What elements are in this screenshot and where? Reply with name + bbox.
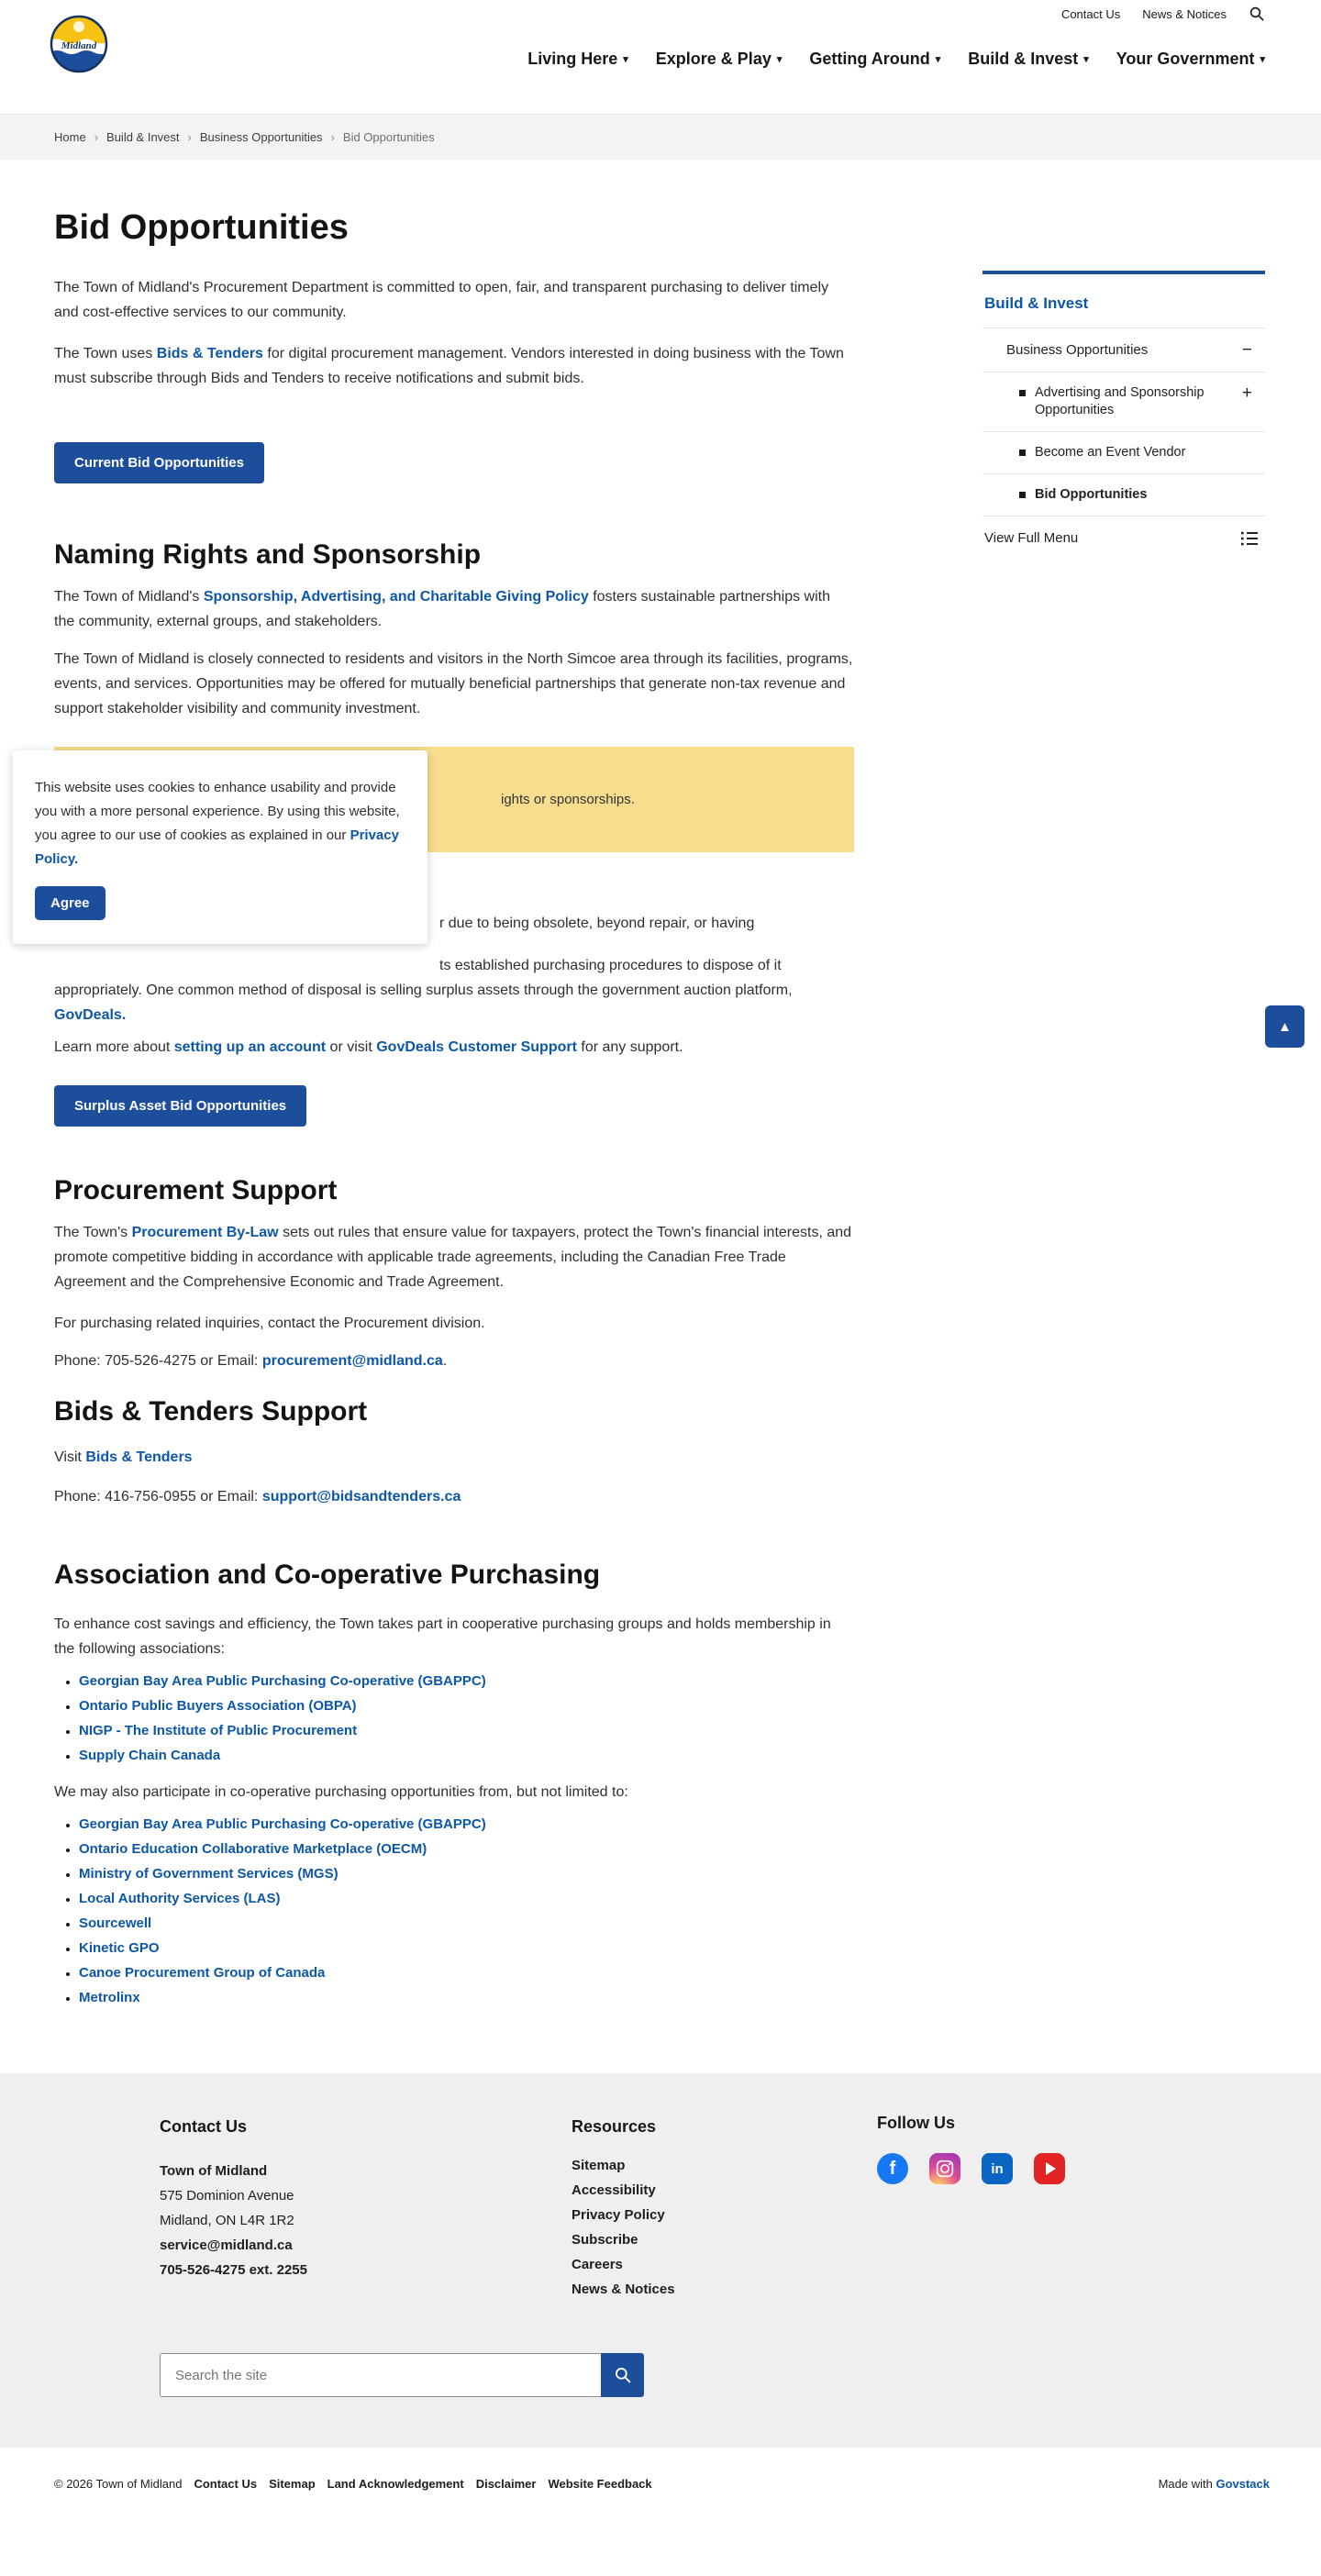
footer-address-line-1: 575 Dominion Avenue [160,2188,294,2204]
footer-link-news-notices[interactable]: News & Notices [572,2282,675,2297]
social-icons-row [877,2153,1065,2184]
metrolinx-link[interactable]: Metrolinx [79,1990,140,2005]
instagram-icon[interactable] [929,2153,960,2184]
association-list-2 [54,1815,854,2007]
site-header [0,0,1321,115]
bids-support-visit-line: Visit Bids & Tenders [54,1449,193,1465]
nav-explore-play[interactable]: Explore & Play ▾ [655,50,783,68]
sidebar-item-business-opportunities[interactable]: Business Opportunities − [982,328,1265,372]
cookie-consent-panel [13,750,427,944]
bids-tenders-link[interactable]: Bids & Tenders [156,346,263,361]
bids-tenders-support-heading: Bids & Tenders Support [54,1396,368,1427]
procurement-email-link[interactable]: procurement@midland.ca [261,1353,443,1369]
footer-address [160,2159,307,2282]
made-with-govstack: Made with Govstack [1158,2477,1270,2491]
main-content [54,160,854,2014]
bottom-link-disclaimer[interactable]: Disclaimer [475,2477,537,2491]
midland-logo-icon [50,15,108,73]
chevron-down-icon: ▾ [1083,54,1089,65]
list-item [79,1915,854,1933]
footer-org-name: Town of Midland [160,2163,268,2179]
association-list-1 [54,1672,854,1765]
nav-living-here[interactable]: Living Here ▾ [527,50,628,68]
square-bullet-icon [1019,492,1026,498]
menu-list-icon [1241,531,1258,546]
search-input[interactable] [160,2353,601,2397]
footer-address-line-2: Midland, ON L4R 1R2 [160,2213,294,2228]
search-icon[interactable] [1249,6,1265,22]
setting-up-account-link[interactable]: setting up an account [173,1039,327,1055]
surplus-learn-more: Learn more about setting up an account or visit GovDeals Customer Support for any support. [54,1039,683,1055]
list-item [79,1989,854,2007]
footer-link-subscribe[interactable]: Subscribe [572,2232,638,2248]
procurement-bylaw-link[interactable]: Procurement By-Law [131,1225,279,1240]
breadcrumb-separator: › [94,130,99,144]
list-item [79,1815,854,1834]
site-footer [0,2073,1321,2448]
list-item [79,1865,854,1883]
youtube-icon[interactable] [1034,2153,1065,2184]
topbar-news-notices-link[interactable]: News & Notices [1142,6,1227,21]
sidebar-item-bid-opportunities-current[interactable]: Bid Opportunities [982,474,1265,516]
association-paragraph-2: We may also participate in co-operative purchasing opportunities from, but not limited to: [54,1784,628,1800]
bids-support-email-link[interactable]: support@bidsandtenders.ca [261,1489,461,1505]
sidebar-item-become-event-vendor[interactable]: Become an Event Vendor [982,432,1265,474]
nav-build-invest[interactable]: Build & Invest ▾ [968,50,1089,68]
bids-tenders-visit-link[interactable]: Bids & Tenders [85,1449,193,1465]
facebook-icon[interactable]: f [877,2153,908,2184]
main-navigation [527,50,1265,69]
list-item [79,1672,854,1691]
intro-paragraph-2: The Town uses Bids & Tenders for digital procurement management. Vendors interested in doing business with the Town must subscribe through Bids and Tenders to receive notifications and submit bids. [54,346,844,386]
collapse-icon[interactable]: − [1241,340,1252,360]
sidebar-build-invest-link[interactable]: Build & Invest [982,274,1265,328]
association-heading: Association and Co-operative Purchasing [54,1560,601,1590]
nigp-link[interactable]: NIGP - The Institute of Public Procurement [79,1723,358,1738]
list-item [79,1964,854,1982]
list-item [79,1890,854,1908]
square-bullet-icon [1019,450,1026,456]
procurement-paragraph-2: For purchasing related inquiries, contact the Procurement division. [54,1316,485,1331]
privacy-policy-link[interactable]: Privacy Policy. [35,827,399,867]
footer-link-privacy-policy[interactable]: Privacy Policy [572,2207,665,2223]
bottom-link-contact-us[interactable]: Contact Us [194,2477,258,2491]
bottom-link-website-feedback[interactable]: Website Feedback [548,2477,652,2491]
list-item [79,1747,854,1765]
govdeals-link[interactable]: GovDeals. [54,1007,127,1023]
arrow-up-icon: ▲ [1278,1018,1292,1035]
nav-your-government[interactable]: Your Government ▾ [1116,50,1265,68]
bottom-link-land-acknowledgement[interactable]: Land Acknowledgement [327,2477,464,2491]
list-item [79,1722,854,1740]
bottom-link-sitemap[interactable]: Sitemap [269,2477,316,2491]
gbappc-link-2[interactable]: Georgian Bay Area Public Purchasing Co-operative (GBAPPC) [79,1816,486,1832]
association-paragraph-1: To enhance cost savings and efficiency, the Town takes part in cooperative purchasing groups and holds membership in the following associations: [54,1616,831,1657]
midland-logo[interactable] [50,15,108,73]
back-to-top-button[interactable] [1265,1005,1304,1048]
footer-resources-column [572,2117,675,2302]
footer-resources-heading: Resources [572,2117,657,2136]
canoe-link[interactable]: Canoe Procurement Group of Canada [79,1965,326,1981]
footer-link-careers[interactable]: Careers [572,2257,623,2272]
supply-chain-canada-link[interactable]: Supply Chain Canada [79,1748,221,1763]
footer-phone: 705-526-4275 ext. 2255 [160,2262,307,2278]
play-icon [1046,2162,1056,2175]
chevron-down-icon: ▾ [935,54,941,65]
svg-text:Midland: Midland [61,40,97,51]
footer-follow-column [877,2114,1065,2184]
kinetic-gpo-link[interactable]: Kinetic GPO [79,1940,160,1956]
sidebar-item-advertising-sponsorship[interactable]: Advertising and Sponsorship Opportunities + [982,372,1265,432]
surplus-text-fragment-1: r due to being obsolete, beyond repair, or having [439,916,755,931]
footer-bottom-links [54,2477,652,2491]
govdeals-support-link[interactable]: GovDeals Customer Support [376,1039,577,1055]
copyright-text: © 2026 Town of Midland [54,2477,183,2491]
govstack-link[interactable]: Govstack [1216,2477,1270,2491]
cookie-agree-button[interactable]: Agree [35,886,105,920]
surplus-asset-bid-button[interactable]: Surplus Asset Bid Opportunities [54,1085,306,1127]
las-link[interactable]: Local Authority Services (LAS) [79,1891,281,1906]
naming-rights-heading: Naming Rights and Sponsorship [54,539,482,570]
sourcewell-link[interactable]: Sourcewell [79,1915,152,1931]
list-item [79,1939,854,1958]
chevron-down-icon: ▾ [776,54,783,65]
procurement-support-heading: Procurement Support [54,1175,338,1205]
naming-paragraph-2: The Town of Midland is closely connected to residents and visitors in the North Simcoe area through its facilities, programs, events, and services. Opportunities may be offered for mutually beneficial partnerships that generate non-tax revenue and support stakeholder visibility and community investment. [54,651,853,716]
chevron-down-icon: ▾ [623,54,628,65]
breadcrumb-separator: › [330,130,335,144]
breadcrumb [0,115,1321,160]
breadcrumb-build-invest[interactable]: Build & Invest [106,130,180,144]
footer-link-sitemap[interactable]: Sitemap [572,2158,626,2173]
oecm-link[interactable]: Ontario Education Collaborative Marketplace (OECM) [79,1841,427,1857]
list-item [79,1697,854,1715]
view-full-menu-button[interactable]: View Full Menu [982,516,1265,560]
footer-email-link[interactable]: service@midland.ca [160,2237,293,2253]
page-title: Bid Opportunities [54,208,349,247]
naming-paragraph-1: The Town of Midland's Sponsorship, Advertising, and Charitable Giving Policy fosters sustainable partnerships with the community, external groups, and stakeholders. [54,589,831,629]
linkedin-icon[interactable]: in [982,2153,1013,2184]
footer-bottom-bar [0,2448,1321,2576]
footer-follow-heading: Follow Us [877,2114,955,2132]
mgs-link[interactable]: Ministry of Government Services (MGS) [79,1866,339,1882]
bids-support-contact-line: Phone: 416-756-0955 or Email: support@bidsandtenders.ca [54,1489,461,1505]
nav-getting-around[interactable]: Getting Around ▾ [809,50,941,68]
search-icon [614,2366,632,2384]
section-sidebar-menu [982,271,1265,560]
breadcrumb-separator: › [187,130,192,144]
footer-contact-column [160,2117,307,2282]
gbappc-link[interactable]: Georgian Bay Area Public Purchasing Co-operative (GBAPPC) [79,1673,486,1689]
current-bid-opportunities-button[interactable]: Current Bid Opportunities [54,442,264,483]
list-item [79,1840,854,1859]
procurement-paragraph-1: The Town's Procurement By-Law sets out rules that ensure value for taxpayers, protect the Town's financial interests, and promote competitive bidding in accordance with applicable trade agreements, including the Canadian Free Trade Agreement and the Comprehensive Economic and Trade Agreement. [54,1225,852,1290]
procurement-contact-line: Phone: 705-526-4275 or Email: procurement@midland.ca. [54,1353,448,1369]
notice-banner-text: ights or sponsorships. [501,792,635,807]
chevron-down-icon: ▾ [1260,54,1265,65]
sponsorship-policy-link[interactable]: Sponsorship, Advertising, and Charitable Giving Policy [203,589,589,605]
footer-contact-heading: Contact Us [160,2117,248,2136]
search-submit-button[interactable] [601,2353,644,2397]
topbar-contact-us-link[interactable]: Contact Us [1060,6,1121,21]
square-bullet-icon [1019,390,1026,396]
breadcrumb-home[interactable]: Home [54,130,86,144]
cookie-consent-text: This website uses cookies to enhance usability and provide you with a more personal experience. By using this website, you agree to our use of cookies as explained in our Privacy Policy. [35,780,400,867]
breadcrumb-business-opportunities[interactable]: Business Opportunities [199,130,323,144]
footer-link-accessibility[interactable]: Accessibility [572,2182,656,2198]
breadcrumb-current: Bid Opportunities [342,130,435,144]
surplus-text-fragment-2: ts established purchasing procedures to dispose of it [439,958,782,973]
expand-icon[interactable]: + [1241,383,1252,403]
obpa-link[interactable]: Ontario Public Buyers Association (OBPA) [79,1698,357,1714]
utility-nav [1061,6,1265,22]
intro-paragraph-1: The Town of Midland's Procurement Department is committed to open, fair, and transparent purchasing to deliver timely and cost-effective services to our community. [54,280,829,320]
surplus-paragraph: appropriately. One common method of disposal is selling surplus assets through the government auction platform, GovDeals. [54,983,793,1023]
footer-search [160,2353,644,2397]
